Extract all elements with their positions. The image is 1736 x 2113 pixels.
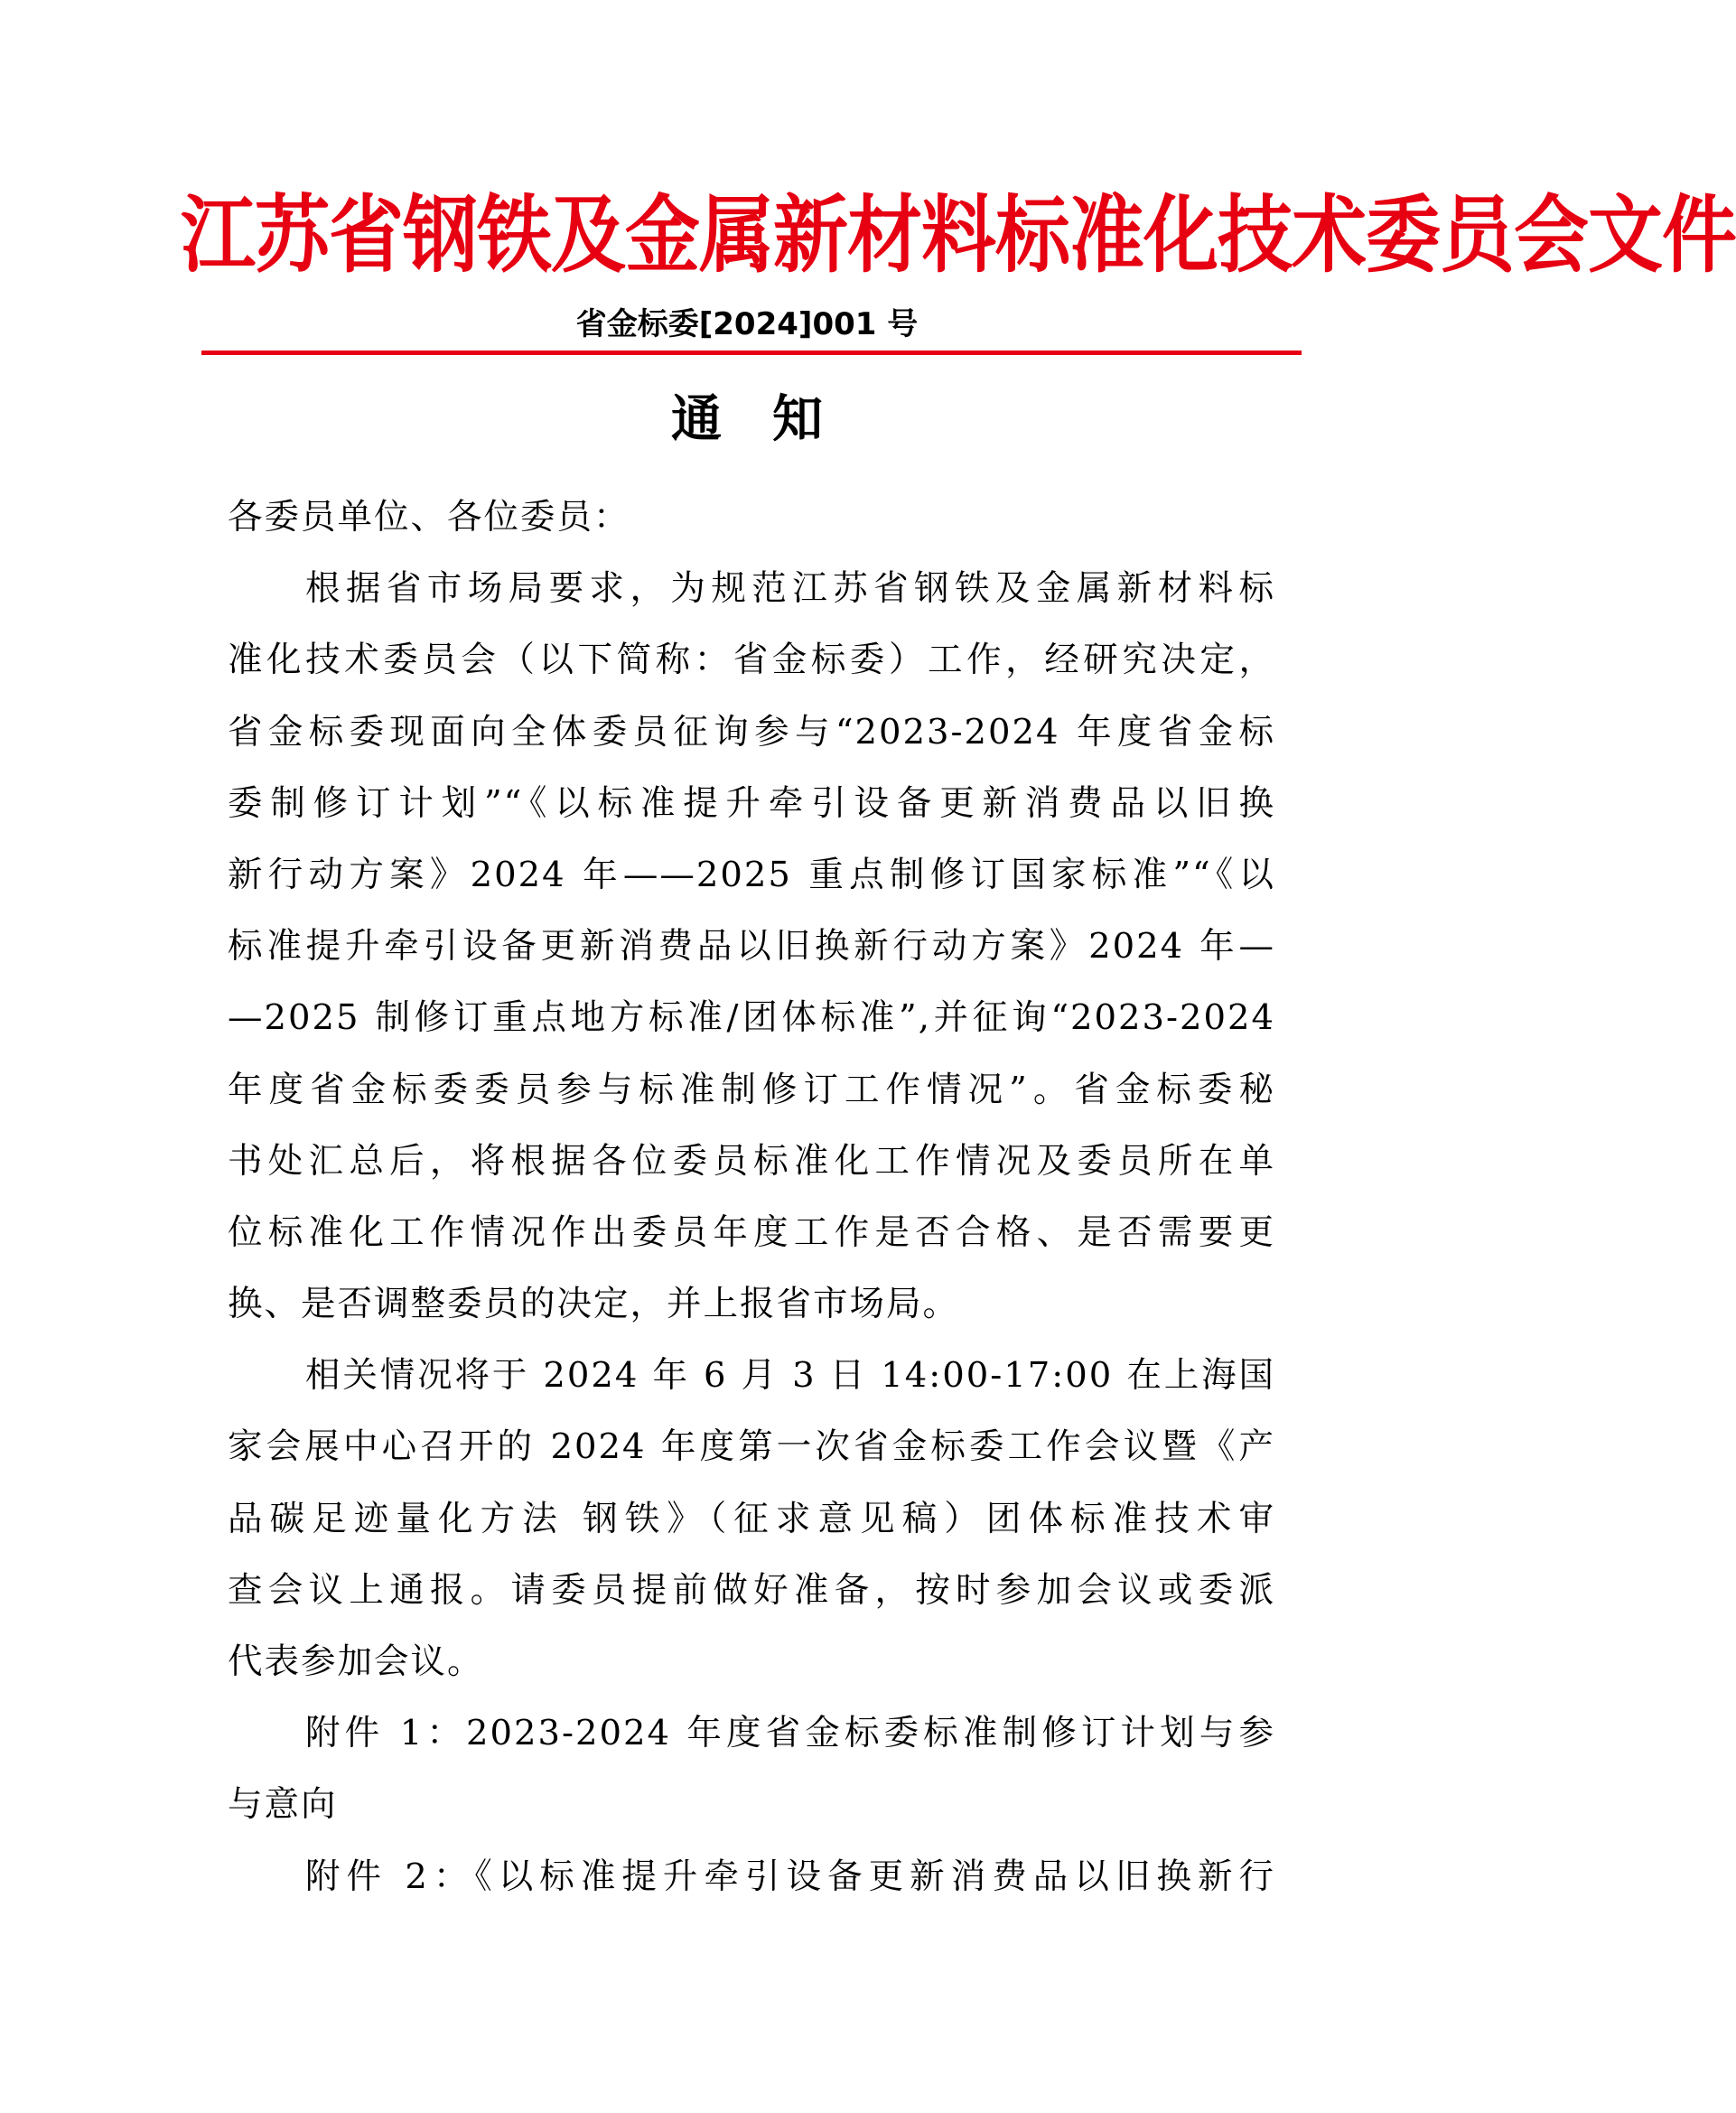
paragraph-1-line: 换、是否调整委员的决定，并上报省市场局。 <box>228 1284 960 1325</box>
paragraph-1-line: 新行动方案》2024 年——2025 重点制修订国家标准”“《以 <box>228 854 1275 895</box>
paragraph-1-line: 准化技术委员会（以下简称：省金标委）工作，经研究决定， <box>228 640 1275 681</box>
header-red-rule <box>201 351 1302 355</box>
paragraph-1-line: 委制修订计划”“《以标准提升牵引设备更新消费品以旧换 <box>228 782 1275 824</box>
notice-heading: 通 知 <box>671 390 823 449</box>
attachment-2-line: 附件 2：《以标准提升牵引设备更新消费品以旧换新行 <box>305 1856 1275 1897</box>
paragraph-2-line: 相关情况将于 2024 年 6 月 3 日 14:00-17:00 在上海国 <box>305 1355 1275 1397</box>
salutation: 各委员单位、各位委员： <box>228 497 630 538</box>
document-body <box>228 482 1275 1912</box>
attachment-1-line: 与意向 <box>228 1784 338 1826</box>
document-number: 省金标委[2024]001 号 <box>575 306 919 342</box>
paragraph-1-line: 年度省金标委委员参与标准制修订工作情况”。省金标委秘 <box>228 1069 1275 1110</box>
paragraph-1-line: 省金标委现面向全体委员征询参与“2023-2024 年度省金标 <box>228 711 1275 753</box>
paragraph-2-line: 品碳足迹量化方法 钢铁》（征求意见稿）团体标准技术审 <box>228 1498 1275 1539</box>
paragraph-1-line: —2025 制修订重点地方标准/团体标准”,并征询“2023-2024 <box>228 997 1275 1039</box>
paragraph-1-line: 根据省市场局要求，为规范江苏省钢铁及金属新材料标 <box>305 568 1275 610</box>
paragraph-1-line: 标准提升牵引设备更新消费品以旧换新行动方案》2024 年— <box>228 926 1275 968</box>
paragraph-1-line: 位标准化工作情况作出委员年度工作是否合格、是否需要更 <box>228 1211 1275 1253</box>
attachment-1-line: 附件 1：2023-2024 年度省金标委标准制修订计划与参 <box>305 1713 1275 1754</box>
paragraph-2-line: 家会展中心召开的 2024 年度第一次省金标委工作会议暨《产 <box>228 1426 1275 1468</box>
paragraph-2-line: 代表参加会议。 <box>228 1641 484 1682</box>
paragraph-1-line: 书处汇总后，将根据各位委员标准化工作情况及委员所在单 <box>228 1140 1275 1182</box>
document-header-title: 江苏省钢铁及金属新材料标准化技术委员会文件 <box>181 186 1736 285</box>
paragraph-2-line: 查会议上通报。请委员提前做好准备，按时参加会议或委派 <box>228 1569 1275 1611</box>
